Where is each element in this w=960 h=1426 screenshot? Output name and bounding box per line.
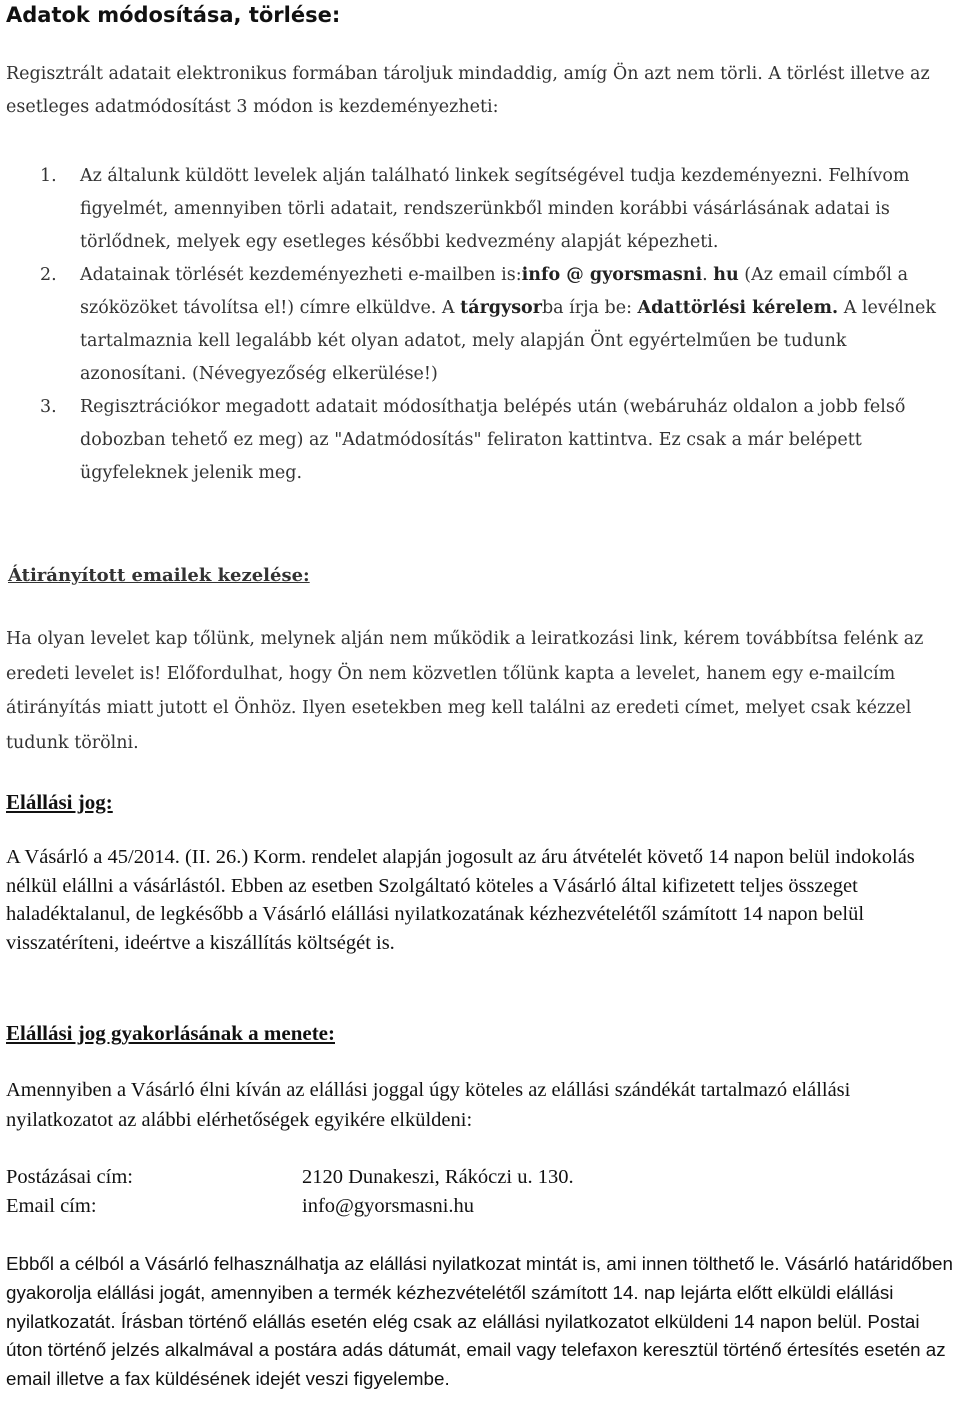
- intro-paragraph: Regisztrált adatait elektronikus formában tároljuk mindaddig, amíg Ön azt nem törli. A törlést illetve az esetleges adatmódosítást 3 módon is kezdeményezheti:: [6, 64, 930, 117]
- heading-redirected-emails: Átirányított emailek kezelése:: [8, 565, 310, 586]
- postal-value: 2120 Dunakeszi, Rákóczi u. 130.: [302, 1166, 574, 1188]
- list-item-text-mid: (Az email címből a szóközöket távolítsa el!) címre elküldve. A: [80, 265, 909, 318]
- list-item-text-mid2: ba írja be:: [541, 298, 638, 318]
- subject-line-bold: tárgysor: [460, 298, 542, 318]
- list-number: 3.: [40, 397, 57, 417]
- heading-withdrawal-right: Elállási jog:: [6, 790, 113, 814]
- list-item-text-post: A levélnek tartalmaznia kell legalább két olyan adatot, mely alapján Önt egyértelműen be tudunk azonosítani. (Névegyezőség elkerülése!): [80, 298, 936, 384]
- list-item: [40, 391, 940, 490]
- procedure-paragraph: Amennyiben a Vásárló élni kíván az elállási joggal úgy köteles az elállási szándékát tartalmazó elállási nyilatkozatot az alábbi elérhetőségek egyikére elküldeni:: [6, 1079, 851, 1131]
- email-value[interactable]: info@gyorsmasni.hu: [302, 1195, 475, 1217]
- list-number: 1.: [40, 166, 57, 186]
- email-domain-bold: hu: [713, 265, 739, 285]
- list-item: [40, 259, 940, 391]
- email-dot: .: [702, 265, 714, 285]
- postal-row: [6, 1163, 574, 1192]
- email-row: [6, 1192, 574, 1221]
- postal-label: Postázásai cím:: [6, 1166, 133, 1188]
- redirect-paragraph: Ha olyan levelet kap tőlünk, melynek alján nem működik a leiratkozási link, kérem továbbítsa felénk az eredeti levelet is! Előfordulhat, hogy Ön nem közvetlen tőlünk kapta a levelet, hanem egy e-mailcím átirányítás miatt jutott el Önhöz. Ilyen esetekben meg kell találni az eredeti címet, melyet csak kézzel tudunk törölni.: [6, 629, 924, 753]
- final-paragraph: Ebből a célból a Vásárló felhasználhatja az elállási nyilatkozat mintát is, ami innen tölthető le. Vásárló határidőben gyakorolja elállási jogát, amennyiben a termék kézhezvételétől számított 14. nap lejárta előtt elküldi elállási nyilatkozatát. Írásban történő elállás esetén elég csak az elállási nyilatkozatot elküldeni 14 napon belül. Postai úton történő jelzés alkalmával a postára adás dátumát, email vagy telefaxon keresztül történő értesítés esetén az email illetve a fax küldésének idejét veszi figyelembe.: [6, 1253, 953, 1390]
- contact-block: [6, 1163, 574, 1221]
- list-number: 2.: [40, 265, 57, 285]
- email-address-bold: info @ gyorsmasni: [521, 265, 703, 285]
- list-item-text: Az általunk küldött levelek alján található linkek segítségével tudja kezdeményezni. Felhívom figyelmét, amennyiben törli adatait, rendszerünkből minden korábbi vásárlásának adatai is törlődnek, melyek egy esetleges későbbi kedvezmény alapját képezheti.: [80, 166, 910, 252]
- list-item-text: Regisztrációkor megadott adatait módosíthatja belépés után (webáruház oldalon a jobb felső dobozban tehető ez meg) az "Adatmódosítás" feliraton kattintva. Ez csak a már belépett ügyfeleknek jelenik meg.: [80, 397, 906, 483]
- email-label: Email cím:: [6, 1195, 97, 1217]
- deletion-methods-list: [40, 160, 940, 490]
- withdrawal-paragraph: A Vásárló a 45/2014. (II. 26.) Korm. rendelet alapján jogosult az áru átvételét követő 14 napon belül indokolás nélkül elállni a vásárlástól. Ebben az esetben Szolgáltató köteles a Vásárló által kifizetett teljes összeget haladéktalanul, de legkésőbb a Vásárló elállási nyilatkozatának kézhezvételétől számított 14 napon belül visszatéríteni, ideértve a kiszállítás költségét is.: [6, 846, 915, 954]
- list-item: [40, 160, 940, 259]
- subject-value-bold: Adattörlési kérelem.: [637, 298, 839, 318]
- list-item-text-pre: Adatainak törlését kezdeményezheti e-mailben is:: [80, 265, 522, 285]
- heading-data-modification: Adatok módosítása, törlése:: [6, 3, 341, 27]
- heading-withdrawal-procedure: Elállási jog gyakorlásának a menete:: [6, 1021, 335, 1045]
